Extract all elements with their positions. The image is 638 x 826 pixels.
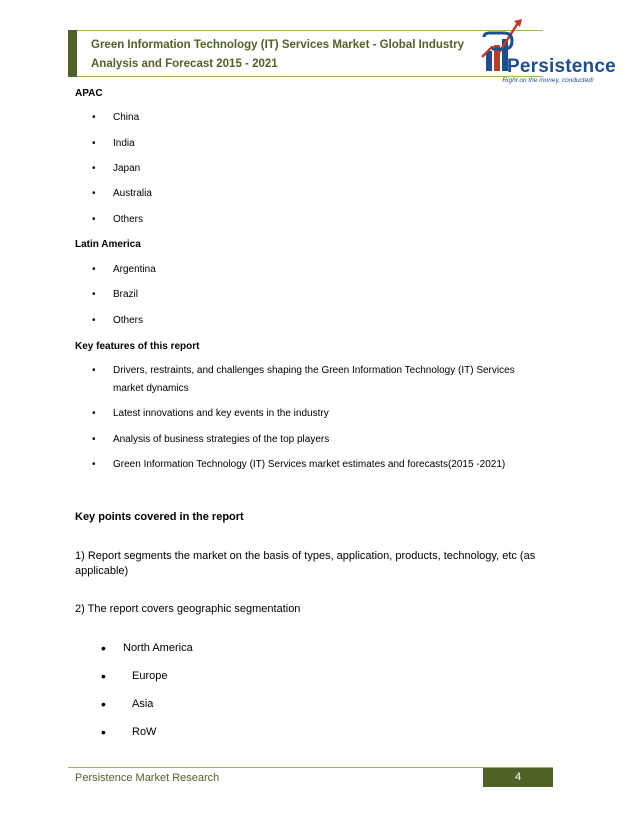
bullet: •: [92, 315, 96, 326]
list-item-text: Europe: [132, 670, 168, 682]
logo-wordmark: Persistence: [507, 56, 616, 77]
list-item-text: Japan: [113, 163, 141, 174]
header-bottom-rule: [77, 76, 543, 77]
list-item-text: China: [113, 112, 140, 123]
bullet: •: [92, 138, 96, 149]
list-item-text: Australia: [113, 188, 152, 199]
key-points-heading: Key points covered in the report: [75, 511, 244, 523]
list-item-text: Others: [113, 315, 144, 326]
header-top-rule: [77, 30, 543, 31]
bullet: •: [92, 434, 96, 445]
apac-heading: APAC: [75, 88, 103, 99]
list-item-text: Green Information Technology (IT) Services market estimates and forecasts(2015 -2021): [113, 459, 506, 470]
logo-tagline: Right on the money, conducted!: [502, 77, 594, 84]
list-item-text: Asia: [132, 698, 154, 710]
list-item-text-continuation: market dynamics: [113, 383, 189, 394]
bullet: •: [92, 408, 96, 419]
list-item-text: Latest innovations and key events in the industry: [113, 408, 329, 419]
list-item-text: RoW: [132, 726, 157, 738]
list-item-text: India: [113, 138, 135, 149]
bullet: •: [101, 724, 106, 740]
list-item-text: Brazil: [113, 289, 139, 300]
list-item-text: North America: [123, 642, 193, 654]
page-number: 4: [483, 768, 553, 787]
list-item-text: Others: [113, 214, 144, 225]
list-item-text: Argentina: [113, 264, 156, 275]
list-item-text: Drivers, restraints, and challenges shaping the Green Information Technology (IT) Services: [113, 365, 515, 376]
document-title: Green Information Technology (IT) Services Market - Global Industry Analysis and Forecast 2015 - 2021: [91, 39, 464, 70]
footer-company: Persistence Market Research: [75, 772, 220, 784]
bullet: •: [101, 696, 106, 712]
latin-america-heading: Latin America: [75, 239, 141, 250]
bullet: •: [92, 163, 96, 174]
bullet: •: [92, 459, 96, 470]
bullet: •: [92, 264, 96, 275]
bullet: •: [92, 289, 96, 300]
bullet: •: [92, 214, 96, 225]
list-item-text: Analysis of business strategies of the top players: [113, 434, 330, 445]
key-features-heading: Key features of this report: [75, 341, 200, 352]
footer-rule: [68, 767, 553, 768]
key-point-2: 2) The report covers geographic segmentation: [75, 603, 301, 615]
header-accent-bar: [68, 30, 77, 77]
bullet: •: [92, 365, 96, 376]
key-point-1: 1) Report segments the market on the basis of types, application, products, technology, etc (as applicable): [75, 550, 536, 577]
bullet: •: [101, 668, 106, 684]
bullet: •: [101, 640, 106, 656]
bullet: •: [92, 188, 96, 199]
bullet: •: [92, 112, 96, 123]
